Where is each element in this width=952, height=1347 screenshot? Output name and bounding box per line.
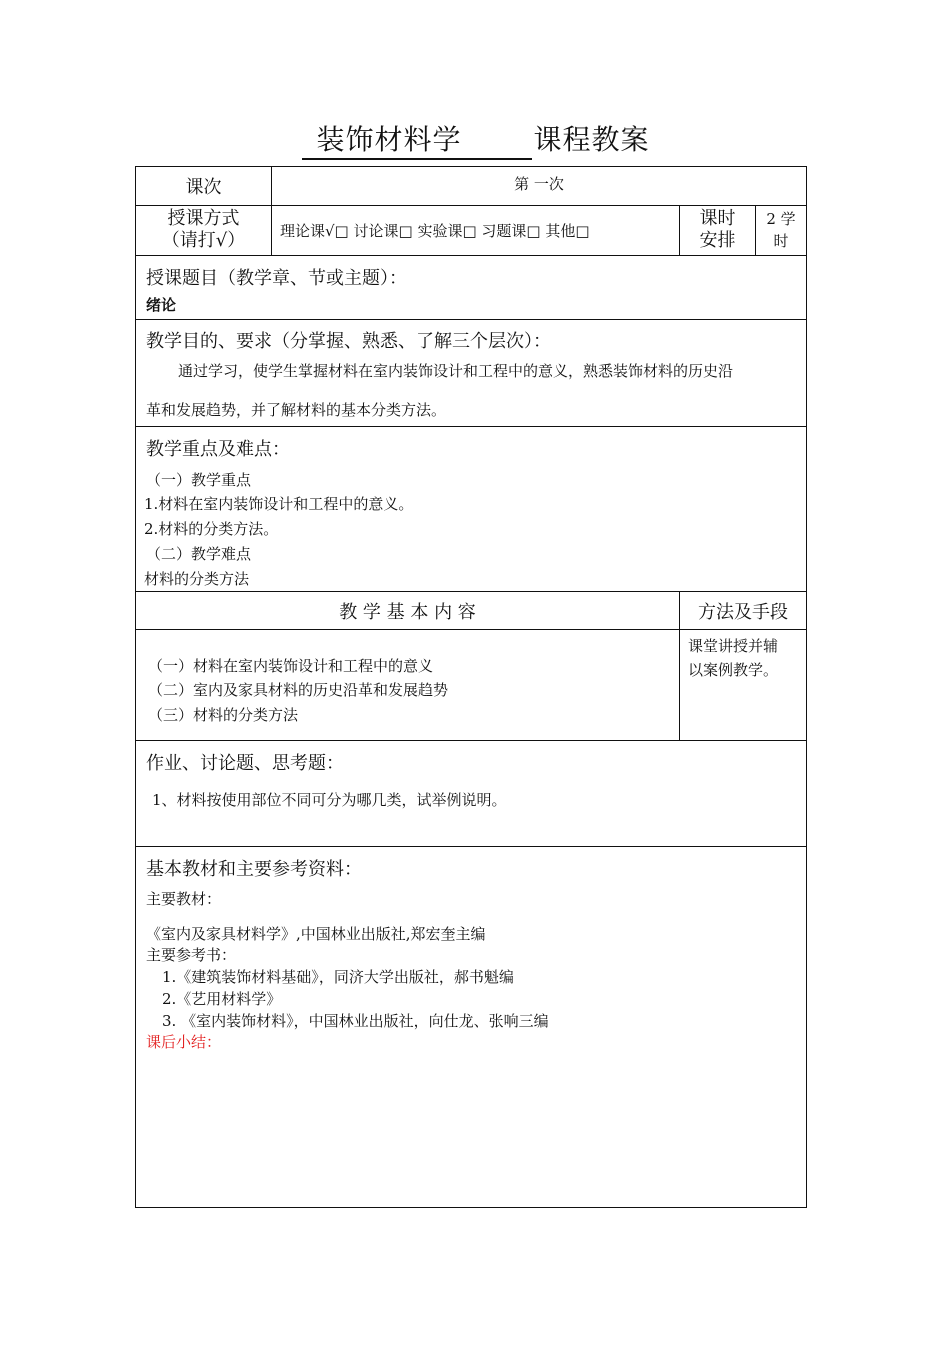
- keypoints-line: 2.材料的分类方法。: [144, 520, 279, 538]
- content-header-row: [136, 592, 806, 630]
- mode-label-line2: （请打√）: [161, 230, 246, 251]
- keypoints-line: 材料的分类方法: [144, 570, 250, 588]
- hours-label: [680, 206, 756, 255]
- topic-heading: 授课题目（教学章、节或主题）：: [146, 268, 407, 289]
- ref-book: 1.《建筑装饰材料基础》，同济大学出版社，郝书魁编: [162, 968, 514, 986]
- content-item: （三）材料的分类方法: [148, 706, 299, 724]
- main-textbook-label: 主要教材：: [146, 890, 222, 908]
- ref-book: 2.《艺用材料学》: [162, 990, 282, 1008]
- homework-row: [136, 741, 806, 847]
- content-item: （一）材料在室内装饰设计和工程中的意义: [148, 657, 434, 675]
- topic-value: 绪论: [146, 296, 177, 314]
- topic-row: [136, 256, 806, 320]
- mode-label-line1: 授课方式: [167, 208, 240, 229]
- method-line2: 以案例教学。: [688, 661, 779, 679]
- homework-heading: 作业、讨论题、思考题：: [146, 753, 344, 774]
- objectives-line1: 通过学习，使学生掌握材料在室内装饰设计和工程中的意义，熟悉装饰材料的历史沿: [178, 362, 734, 380]
- hours-value: [756, 206, 806, 255]
- content-items: [136, 630, 680, 740]
- ref-book: 3. 《室内装饰材料》，中国林业出版社，向仕龙、张响三编: [162, 1012, 549, 1030]
- objectives-line2: 革和发展趋势，并了解材料的基本分类方法。: [146, 401, 447, 419]
- hours-value-line1: 2 学: [766, 210, 796, 228]
- session-label: 课次: [136, 167, 272, 205]
- course-name: 装饰材料学: [302, 118, 531, 160]
- keypoints-line: 1.材料在室内装饰设计和工程中的意义。: [144, 495, 414, 513]
- method-text: [680, 630, 806, 740]
- homework-item: 1、材料按使用部位不同可分为哪几类，试举例说明。: [152, 791, 507, 809]
- keypoints-line: （一）教学重点: [146, 471, 252, 489]
- method-header: 方法及手段: [698, 601, 788, 623]
- title-suffix: 课程教案: [533, 123, 650, 156]
- objectives-heading: 教学目的、要求（分掌握、熟悉、了解三个层次）：: [146, 331, 551, 352]
- mode-label: [136, 206, 272, 255]
- objectives-row: [136, 320, 806, 427]
- content-item: （二）室内及家具材料的历史沿革和发展趋势: [148, 681, 449, 699]
- hours-label-line2: 安排: [699, 230, 736, 251]
- references-heading: 基本教材和主要参考资料：: [146, 859, 362, 880]
- summary-label: 课后小结：: [146, 1033, 222, 1051]
- mode-options: 理论课√□ 讨论课□ 实验课□ 习题课□ 其他□: [272, 206, 680, 255]
- session-value: 第 一次: [514, 175, 564, 193]
- content-header: 教 学 基 本 内 容: [136, 592, 680, 629]
- keypoints-row: [136, 427, 806, 592]
- mode-row: [136, 206, 806, 256]
- references-row: [136, 847, 806, 1209]
- page-title: [0, 118, 952, 160]
- keypoints-heading: 教学重点及难点：: [146, 439, 290, 460]
- ref-books-label: 主要参考书：: [146, 946, 237, 964]
- content-body-row: [136, 630, 806, 741]
- method-line1: 课堂讲授并辅: [688, 637, 779, 655]
- keypoints-line: （二）教学难点: [146, 545, 252, 563]
- hours-value-line2: 时: [773, 232, 789, 250]
- lesson-plan-table: [135, 166, 807, 1208]
- main-textbook: 《室内及家具材料学》,中国林业出版社,郑宏奎主编: [146, 925, 486, 943]
- hours-label-line1: 课时: [699, 208, 736, 229]
- session-row: [136, 167, 806, 206]
